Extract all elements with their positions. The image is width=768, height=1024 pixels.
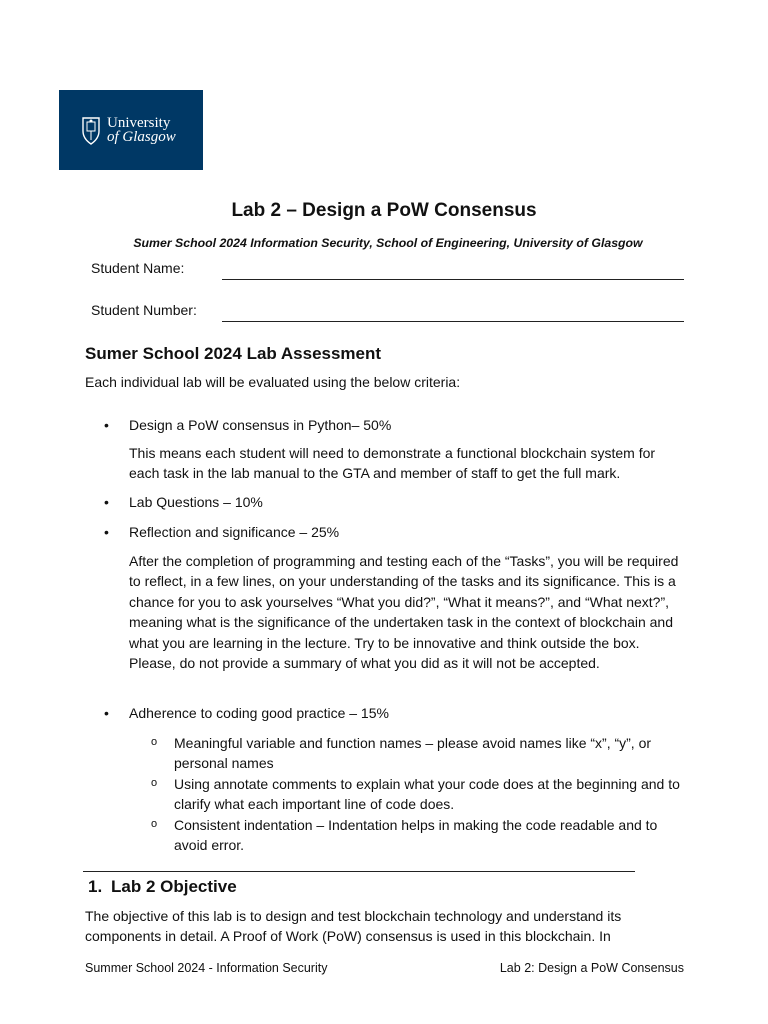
sub-bullet-icon: o xyxy=(151,736,158,748)
assessment-intro: Each individual lab will be evaluated using the below criteria: xyxy=(85,374,461,390)
sub-criterion: Consistent indentation – Indentation helps in making the code readable and to avoid error. xyxy=(174,817,658,854)
footer-right: Lab 2: Design a PoW Consensus xyxy=(499,961,684,975)
document-subtitle: Sumer School 2024 Information Security, School of Engineering, University of Glasgow xyxy=(133,236,643,250)
criterion-label: Design a PoW consensus in Python– 50% xyxy=(129,417,392,433)
bullet-icon: • xyxy=(104,705,109,721)
footer-left: Summer School 2024 - Information Security xyxy=(85,961,328,975)
bullet-icon: • xyxy=(104,524,109,540)
criterion-description: This means each student will need to demonstrate a functional blockchain system for each task in the lab manual to the GTA and member of staff to get the full mark. xyxy=(129,445,656,482)
section-title: Lab 2 Objective xyxy=(111,877,237,896)
logo-line-2: of Glasgow xyxy=(107,129,176,145)
sub-bullet-icon: o xyxy=(151,818,158,830)
section-number: 1. xyxy=(88,877,103,896)
sub-bullet-icon: o xyxy=(151,777,158,789)
university-logo xyxy=(59,90,203,170)
student-name-label: Student Name: xyxy=(91,260,185,276)
criterion-label: Adherence to coding good practice – 15% xyxy=(129,705,389,721)
crest-icon xyxy=(81,115,101,145)
criterion-label: Reflection and significance – 25% xyxy=(129,524,340,540)
sub-criterion: Using annotate comments to explain what your code does at the beginning and to clarify what each important line of code does. xyxy=(174,776,680,813)
logo-wordmark xyxy=(107,116,176,144)
bullet-icon: • xyxy=(104,417,109,433)
criterion-label: Lab Questions – 10% xyxy=(129,494,263,510)
section-divider xyxy=(83,871,635,872)
section-body: The objective of this lab is to design and test blockchain technology and understand its components in detail. A Proof of Work (PoW) consensus is used in this blockchain. In xyxy=(85,908,622,945)
logo-line-1: University xyxy=(107,115,171,131)
assessment-heading: Sumer School 2024 Lab Assessment xyxy=(85,344,382,363)
criterion-description: After the completion of programming and testing each of the “Tasks”, you will be required to reflect, in a few lines, on your understanding of the tasks and its significance. This is a chance for you to ask yourselves “What you did?”, “What it means?”, and “What next?”, meaning what is the significance of the undertaken task in the context of blockchain and what you are learning in the lecture. Try to be innovative and think outside the box. Please, do not provide a summary of what you did as it will not be accepted. xyxy=(129,553,679,672)
document-title: Lab 2 – Design a PoW Consensus xyxy=(231,200,537,221)
student-number-line[interactable] xyxy=(222,321,684,322)
student-number-label: Student Number: xyxy=(91,302,197,318)
sub-criterion: Meaningful variable and function names – please avoid names like “x”, “y”, or personal names xyxy=(174,735,652,772)
bullet-icon: • xyxy=(104,494,109,510)
student-name-line[interactable] xyxy=(222,279,684,280)
